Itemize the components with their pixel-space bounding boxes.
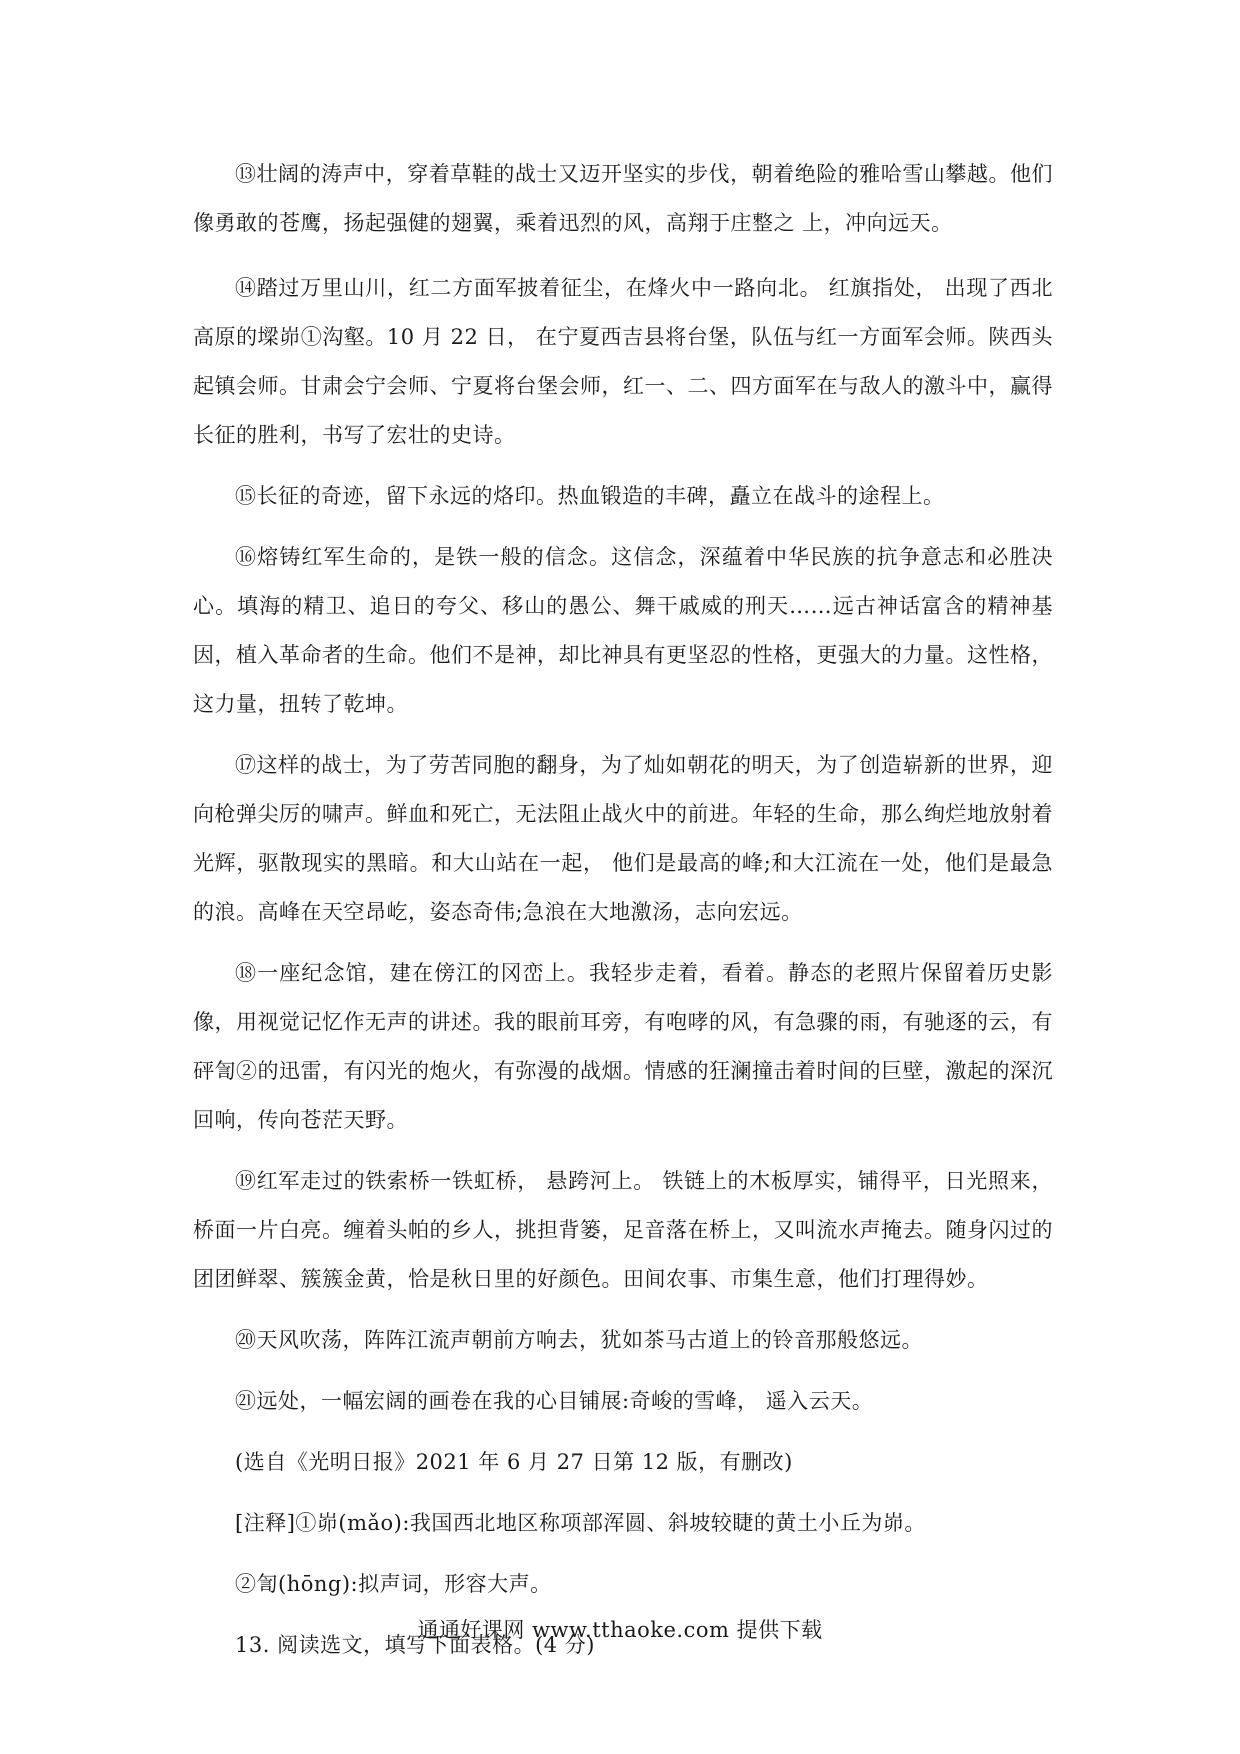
article-body xyxy=(193,150,1053,1670)
annotation-1: [注释]①峁(mǎo):我国西北地区称项部浑圆、斜坡较睫的黄土小丘为峁。 xyxy=(235,1511,926,1535)
question-13: 13. 阅读选文，填写下面表格。(4 分) xyxy=(235,1633,595,1657)
paragraph-18: ⑱一座纪念馆，建在傍江的冈峦上。我轻步走着，看着。静态的老照片保留着历史影像，用视觉记忆作无声的讲述。我的眼前耳旁，有咆哮的风，有急骤的雨，有驰逐的云，有砰訇②的迅雷，有闪光的炮火，有弥漫的战烟。情感的狂澜撞击着时间的巨壁，激起的深沉回响，传向苍茫天野。 xyxy=(193,961,1053,1132)
paragraph-13: ⑬壮阔的涛声中，穿着草鞋的战士又迈开坚实的步伐，朝着绝险的雅哈雪山攀越。他们像勇敢的苍鹰，扬起强健的翅翼，乘着迅烈的风，高翔于庄整之 上，冲向远天。 xyxy=(193,162,1053,235)
paragraph-14: ⑭踏过万里山川，红二方面军披着征尘，在烽火中一路向北。 红旗指处， 出现了西北高原的墚峁①沟壑。10 月 22 日， 在宁夏西吉县将台堡，队伍与红一方面军会师。陕西头起镇会师。甘肃会宁会师、宁夏将台堡会师，红一、二、四方面军在与敌人的激斗中，赢得长征的胜利，书写了宏壮的史诗。 xyxy=(193,276,1053,447)
paragraph-15: ⑮长征的奇迹，留下永远的烙印。热血锻造的丰碑，矗立在战斗的途程上。 xyxy=(235,484,945,508)
source-citation: (选自《光明日报》2021 年 6 月 27 日第 12 版，有删改) xyxy=(235,1450,793,1474)
paragraph-21: ㉑远处，一幅宏阔的画卷在我的心目铺展:奇峻的雪峰， 遥入云天。 xyxy=(235,1389,874,1413)
paragraph-16: ⑯熔铸红军生命的，是铁一般的信念。这信念，深蕴着中华民族的抗争意志和必胜决心。填海的精卫、追日的夸父、移山的愚公、舞干戚威的刑天……远古神话富含的精神基因，植入革命者的生命。他们不是神，却比神具有更坚忍的性格，更强大的力量。这性格，这力量，扭转了乾坤。 xyxy=(193,545,1053,716)
annotation-2: ②訇(hōng):拟声词，形容大声。 xyxy=(235,1572,552,1596)
paragraph-17: ⑰这样的战士，为了劳苦同胞的翻身，为了灿如朝花的明天，为了创造崭新的世界，迎向枪弹尖厉的啸声。鲜血和死亡，无法阻止战火中的前进。年轻的生命，那么绚烂地放射着光辉，驱散现实的黑暗。和大山站在一起， 他们是最高的峰;和大江流在一处，他们是最急的浪。高峰在天空昂屹，姿态奇伟;急浪在大地激汤，志向宏远。 xyxy=(193,753,1053,924)
paragraph-20: ⑳天风吹荡，阵阵江流声朝前方响去，犹如茶马古道上的铃音那般悠远。 xyxy=(235,1328,923,1352)
footer-credit: 通通好课网 www.tthaoke.com 提供下载 xyxy=(417,1618,823,1642)
paragraph-19: ⑲红军走过的铁索桥一铁虹桥， 悬跨河上。 铁链上的木板厚实，铺得平，日光照来，桥面一片白亮。缠着头帕的乡人，挑担背篓，足音落在桥上，又叫流水声掩去。随身闪过的团团鲜翠、簇簇金黄，恰是秋日里的好颜色。田间农事、市集生意，他们打理得妙。 xyxy=(193,1169,1053,1291)
